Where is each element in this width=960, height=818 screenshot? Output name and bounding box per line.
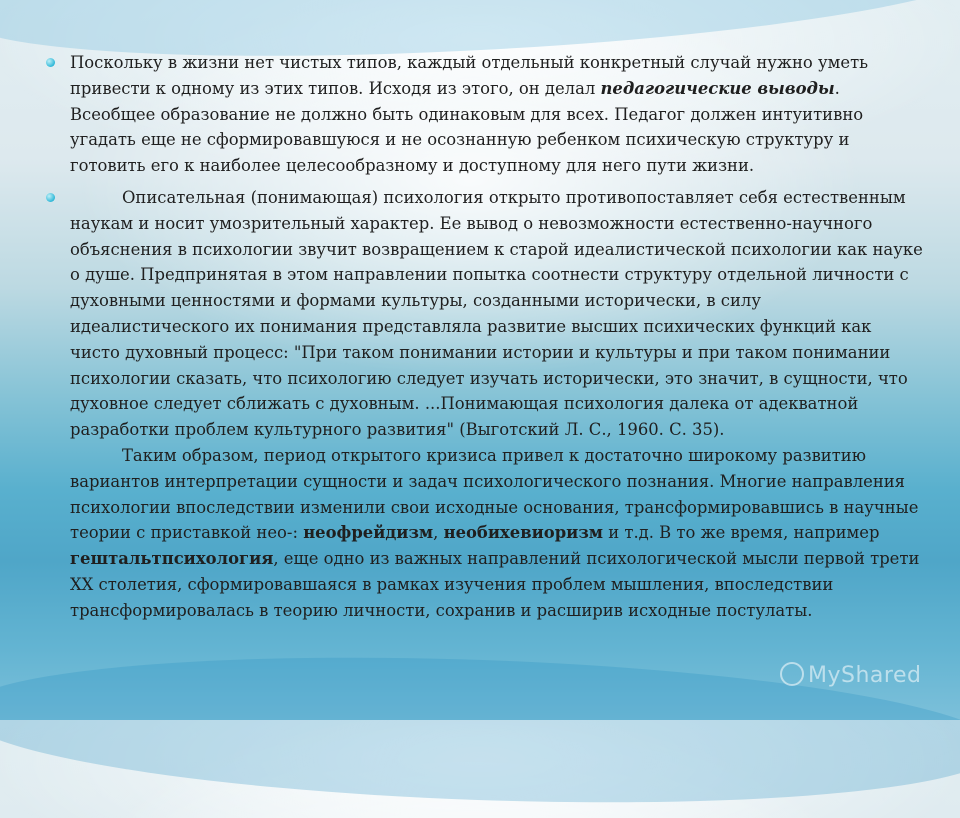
term-neobehaviorism: необихевиоризм (443, 523, 604, 543)
paragraph-1-text-2: . Всеобщее образование не должно быть одинаковым для всех. Педагог должен интуитивно угадать еще не сформировавшуюся и не осознанную ребенком психическую структуру и готовить его к наиболее целесообразному и доступному для него пути жизни. (70, 78, 864, 176)
term-neofreudism: неофрейдизм (303, 523, 434, 543)
watermark-text: MyShared (808, 663, 922, 688)
watermark-icon (780, 662, 804, 686)
paragraph-2-text-5: , еще одно из важных направлений психологической мысли первой трети XX столетия, сформировавшаяся в рамках изучения проблем мышления, впоследствии трансформировалась в теорию личности, сохранив и расширив исходные постулаты. (70, 549, 920, 620)
paragraph-2-text-1: Описательная (понимающая) психология открыто противопоставляет себя естественным наукам и носит умозрительный характер. Ее вывод о невозможности естественно-научного объяснения в психологии звучит возвращением к старой идеалистической психологии как науке о душе. Предпринятая в этом направлении попытка соотнести структуру отдельной личности с духовными ценностями и формами культуры, созданными исторически, в силу идеалистического их понимания представляла развитие высших психических функций как чисто духовный процесс: "При таком понимании истории и культуры и при таком понимании психологии сказать, что психологию следует изучать исторически, это значит, в сущности, что духовное следует сближать с духовным. ...Понимающая психология далека от адекватной разработки проблем культурного развития" (Выготский Л. С., 1960. С. 35). (70, 187, 923, 440)
watermark-logo (780, 662, 921, 688)
paragraph-2-text-2: Таким образом, период открытого кризиса привел к достаточно широкому развитию вариантов интерпретации сущности и задач психологического познания. Многие направления психологии впоследствии изменили свои исходные основания, трансформировавшись в научные теории с приставкой нео-: (70, 445, 919, 543)
paragraph-1-text-1: Поскольку в жизни нет чистых типов, каждый отдельный конкретный случай нужно уметь привести к одному из этих типов. Исходя из этого, он делал (70, 53, 869, 98)
bullet-icon (46, 58, 55, 67)
paragraph-2-text-3: , (433, 523, 444, 543)
bullet-icon (46, 193, 55, 202)
paragraph-2-text-4: и т.д. В то же время, например (603, 523, 880, 543)
emphasis-pedagogical-conclusions: педагогические выводы (600, 78, 835, 98)
paragraph-2 (44, 185, 924, 624)
paragraph-1 (44, 50, 924, 179)
term-gestalt-psychology: гештальтпсихология (70, 549, 274, 569)
slide-text (44, 50, 924, 624)
